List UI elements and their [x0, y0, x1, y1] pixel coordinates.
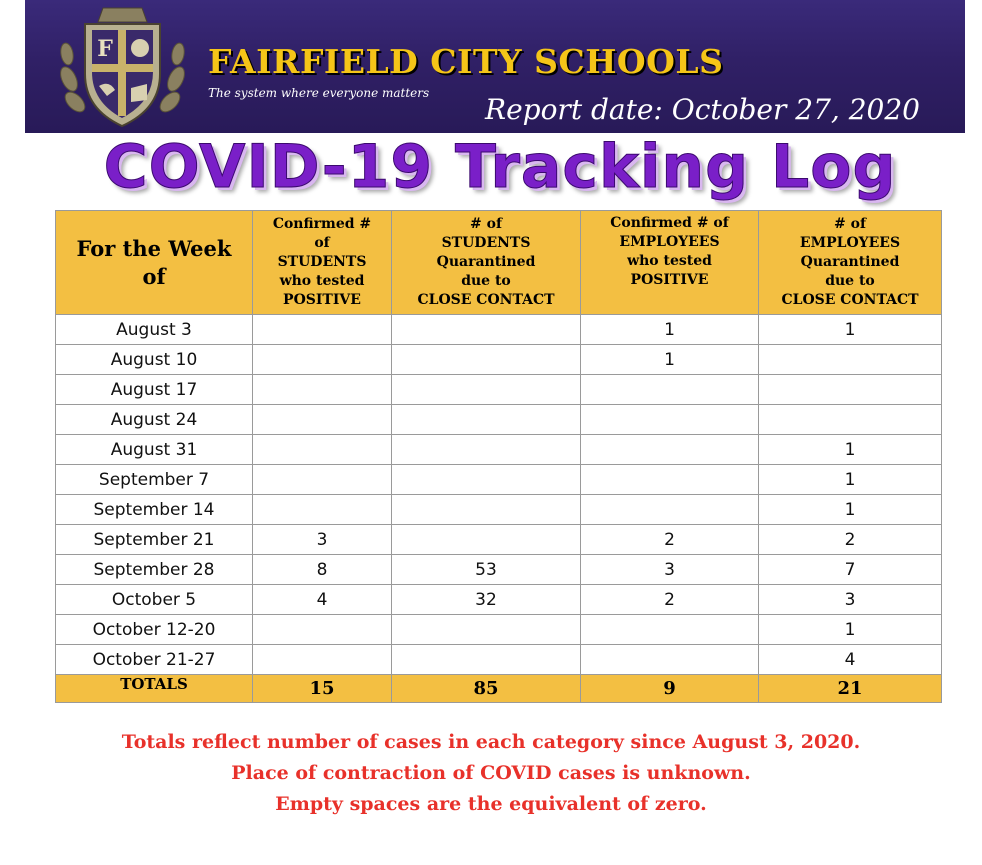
table-row: [56, 495, 942, 525]
students-quarantined-cell: [392, 645, 581, 675]
students-quarantined-cell: [392, 495, 581, 525]
table-row: [56, 315, 942, 345]
students-quarantined-cell: [392, 345, 581, 375]
table-row: [56, 525, 942, 555]
employees-quarantined-cell: 1: [759, 315, 942, 345]
table-row: [56, 645, 942, 675]
column-header-week: For the Week of: [56, 211, 253, 315]
students-quarantined-cell: [392, 435, 581, 465]
crest-letter: F: [97, 36, 113, 62]
students-quarantined-cell: [392, 465, 581, 495]
school-name: FAIRFIELD CITY SCHOOLS: [208, 42, 724, 81]
students-positive-cell: [253, 315, 392, 345]
students-positive-cell: [253, 435, 392, 465]
employees-quarantined-cell: [759, 405, 942, 435]
table-row: [56, 375, 942, 405]
totals-label: TOTALS: [56, 675, 253, 703]
week-cell: August 10: [56, 345, 253, 375]
week-cell: August 3: [56, 315, 253, 345]
students-positive-cell: [253, 405, 392, 435]
students-quarantined-cell: [392, 525, 581, 555]
week-cell: October 21-27: [56, 645, 253, 675]
students-positive-cell: 3: [253, 525, 392, 555]
employees-quarantined-cell: [759, 345, 942, 375]
week-cell: August 17: [56, 375, 253, 405]
employees-quarantined-cell: 1: [759, 435, 942, 465]
students-positive-cell: [253, 645, 392, 675]
employees-quarantined-cell: 1: [759, 465, 942, 495]
table-row: [56, 555, 942, 585]
students-positive-cell: [253, 375, 392, 405]
students-quarantined-cell: [392, 315, 581, 345]
week-cell: September 7: [56, 465, 253, 495]
employees-quarantined-cell: 2: [759, 525, 942, 555]
students-quarantined-cell: 53: [392, 555, 581, 585]
week-cell: October 5: [56, 585, 253, 615]
employees-positive-cell: [581, 405, 759, 435]
table-row: [56, 615, 942, 645]
table-header-row: [56, 211, 942, 315]
total-employees-quarantined: 21: [759, 675, 942, 703]
employees-positive-cell: [581, 465, 759, 495]
table-row: [56, 435, 942, 465]
table-row: [56, 585, 942, 615]
students-quarantined-cell: [392, 405, 581, 435]
total-students-quarantined: 85: [392, 675, 581, 703]
students-positive-cell: 4: [253, 585, 392, 615]
employees-positive-cell: 3: [581, 555, 759, 585]
week-cell: August 31: [56, 435, 253, 465]
total-students-positive: 15: [253, 675, 392, 703]
week-cell: October 12-20: [56, 615, 253, 645]
employees-positive-cell: [581, 645, 759, 675]
employees-quarantined-cell: 1: [759, 495, 942, 525]
footnote-totals: Totals reflect number of cases in each category since August 3, 2020.: [121, 731, 861, 753]
students-positive-cell: [253, 345, 392, 375]
employees-positive-cell: 1: [581, 315, 759, 345]
totals-row: [56, 675, 942, 703]
employees-positive-cell: 2: [581, 585, 759, 615]
school-tagline: The system where everyone matters: [208, 86, 430, 100]
covid-tracking-table: [55, 210, 942, 703]
employees-positive-cell: [581, 495, 759, 525]
report-date: Report date: October 27, 2020: [485, 93, 920, 126]
employees-positive-cell: 1: [581, 345, 759, 375]
students-positive-cell: [253, 615, 392, 645]
page-title: COVID-19 Tracking Log: [103, 132, 897, 202]
employees-quarantined-cell: 3: [759, 585, 942, 615]
students-positive-cell: 8: [253, 555, 392, 585]
employees-quarantined-cell: 4: [759, 645, 942, 675]
column-header-employees-quarantined: # of EMPLOYEES Quarantined due to CLOSE CONTACT: [759, 211, 942, 315]
students-quarantined-cell: [392, 615, 581, 645]
header-banner: [25, 0, 965, 133]
students-quarantined-cell: 32: [392, 585, 581, 615]
week-cell: August 24: [56, 405, 253, 435]
column-header-employees-positive: Confirmed # of EMPLOYEES who tested POSITIVE: [581, 211, 759, 315]
students-positive-cell: [253, 495, 392, 525]
table-row: [56, 405, 942, 435]
column-header-students-positive: Confirmed # of STUDENTS who tested POSITIVE: [253, 211, 392, 315]
employees-quarantined-cell: 1: [759, 615, 942, 645]
table-row: [56, 345, 942, 375]
week-cell: September 14: [56, 495, 253, 525]
total-employees-positive: 9: [581, 675, 759, 703]
footnote-contraction: Place of contraction of COVID cases is unknown.: [231, 762, 751, 784]
school-crest-logo: [55, 4, 190, 129]
footnote-empty-spaces: Empty spaces are the equivalent of zero.: [275, 793, 707, 815]
employees-quarantined-cell: 7: [759, 555, 942, 585]
footnotes: [0, 727, 982, 820]
employees-positive-cell: [581, 615, 759, 645]
students-positive-cell: [253, 465, 392, 495]
employees-positive-cell: [581, 435, 759, 465]
column-header-students-quarantined: # of STUDENTS Quarantined due to CLOSE CONTACT: [392, 211, 581, 315]
employees-positive-cell: 2: [581, 525, 759, 555]
table-row: [56, 465, 942, 495]
week-cell: September 21: [56, 525, 253, 555]
table-body: [56, 315, 942, 675]
employees-positive-cell: [581, 375, 759, 405]
employees-quarantined-cell: [759, 375, 942, 405]
week-cell: September 28: [56, 555, 253, 585]
students-quarantined-cell: [392, 375, 581, 405]
